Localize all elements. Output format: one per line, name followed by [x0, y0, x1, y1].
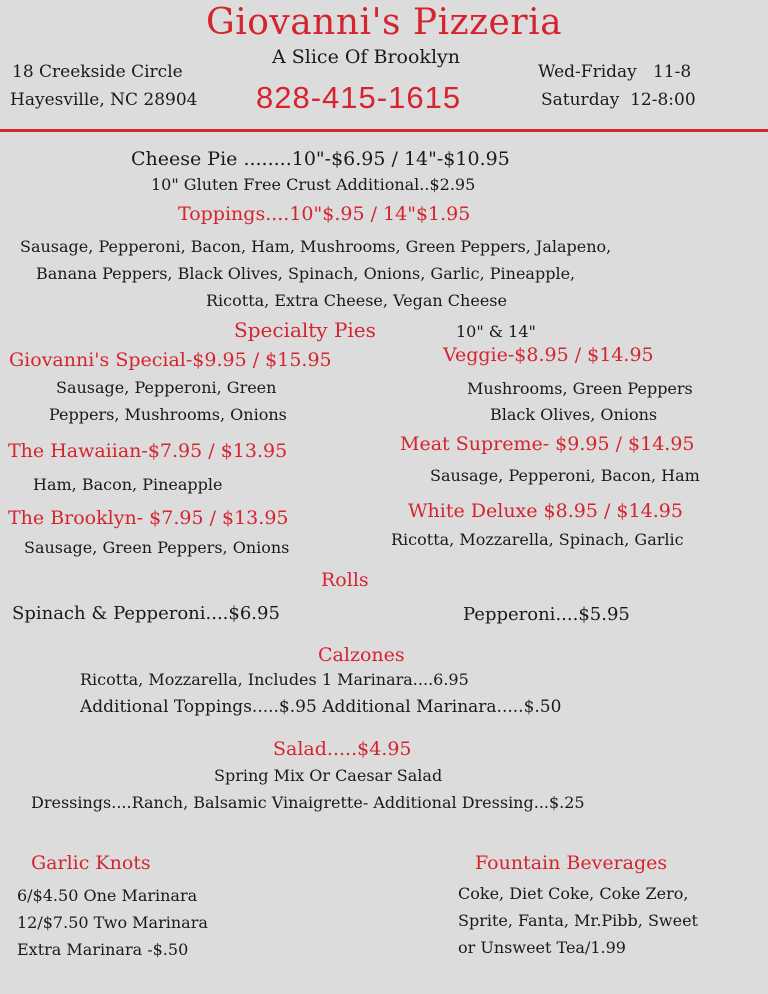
- giovanni-special-desc-1: Sausage, Pepperoni, Green: [56, 378, 277, 397]
- toppings-heading: Toppings....10"$.95 / 14"$1.95: [178, 203, 471, 225]
- beverages-line-3: or Unsweet Tea/1.99: [458, 938, 626, 957]
- toppings-line-2: Banana Peppers, Black Olives, Spinach, Onions, Garlic, Pineapple,: [36, 264, 576, 283]
- veggie-desc-1: Mushrooms, Green Peppers: [467, 379, 693, 398]
- beverages-line-1: Coke, Diet Coke, Coke Zero,: [458, 884, 689, 903]
- brooklyn-desc: Sausage, Green Peppers, Onions: [24, 538, 290, 557]
- specialty-heading: Specialty Pies: [234, 318, 376, 342]
- header-divider: [0, 129, 768, 132]
- meat-supreme-name: Meat Supreme- $9.95 / $14.95: [400, 433, 695, 455]
- garlic-knots-line-3: Extra Marinara -$.50: [17, 940, 189, 959]
- calzones-line-1: Ricotta, Mozzarella, Includes 1 Marinara....6.95: [80, 670, 469, 689]
- cheese-pie-line: Cheese Pie ........10"-$6.95 / 14"-$10.95: [131, 148, 510, 170]
- giovanni-special-name: Giovanni's Special-$9.95 / $15.95: [9, 349, 332, 371]
- white-deluxe-desc: Ricotta, Mozzarella, Spinach, Garlic: [391, 530, 684, 549]
- hours-weekday: Wed-Friday 11-8: [538, 62, 692, 82]
- phone-number[interactable]: 828-415-1615: [256, 80, 462, 115]
- meat-supreme-desc: Sausage, Pepperoni, Bacon, Ham: [430, 466, 700, 485]
- calzones-line-2: Additional Toppings.....$.95 Additional Marinara.....$.50: [80, 697, 562, 717]
- hours-saturday: Saturday 12-8:00: [541, 90, 696, 110]
- beverages-heading: Fountain Beverages: [475, 852, 668, 874]
- tagline: A Slice Of Brooklyn: [272, 46, 460, 68]
- beverages-line-2: Sprite, Fanta, Mr.Pibb, Sweet: [458, 911, 698, 930]
- salad-line-2: Dressings....Ranch, Balsamic Vinaigrette- Additional Dressing...$.25: [31, 793, 585, 812]
- specialty-sizes: 10" & 14": [456, 322, 536, 341]
- salad-line-1: Spring Mix Or Caesar Salad: [214, 766, 443, 785]
- roll-spinach-pepperoni: Spinach & Pepperoni....$6.95: [12, 603, 280, 624]
- calzones-heading: Calzones: [318, 644, 405, 666]
- brooklyn-name: The Brooklyn- $7.95 / $13.95: [8, 507, 289, 529]
- veggie-name: Veggie-$8.95 / $14.95: [443, 344, 654, 366]
- garlic-knots-line-1: 6/$4.50 One Marinara: [17, 886, 198, 905]
- roll-pepperoni: Pepperoni....$5.95: [463, 604, 630, 625]
- address-line-2: Hayesville, NC 28904: [10, 90, 198, 110]
- giovanni-special-desc-2: Peppers, Mushrooms, Onions: [49, 405, 287, 424]
- restaurant-title: [0, 2, 768, 43]
- rolls-heading: Rolls: [321, 569, 369, 591]
- address-line-1: 18 Creekside Circle: [12, 62, 183, 82]
- toppings-line-3: Ricotta, Extra Cheese, Vegan Cheese: [206, 291, 507, 310]
- toppings-line-1: Sausage, Pepperoni, Bacon, Ham, Mushrooms, Green Peppers, Jalapeno,: [20, 237, 612, 256]
- veggie-desc-2: Black Olives, Onions: [490, 405, 658, 424]
- white-deluxe-name: White Deluxe $8.95 / $14.95: [408, 500, 683, 522]
- garlic-knots-heading: Garlic Knots: [31, 852, 151, 874]
- salad-heading: Salad.....$4.95: [273, 738, 412, 760]
- restaurant-title-text: Giovanni's Pizzeria: [205, 2, 563, 43]
- hawaiian-desc: Ham, Bacon, Pineapple: [33, 475, 223, 494]
- garlic-knots-line-2: 12/$7.50 Two Marinara: [17, 913, 208, 932]
- hawaiian-name: The Hawaiian-$7.95 / $13.95: [8, 440, 288, 462]
- gluten-free-line: 10" Gluten Free Crust Additional..$2.95: [151, 175, 476, 194]
